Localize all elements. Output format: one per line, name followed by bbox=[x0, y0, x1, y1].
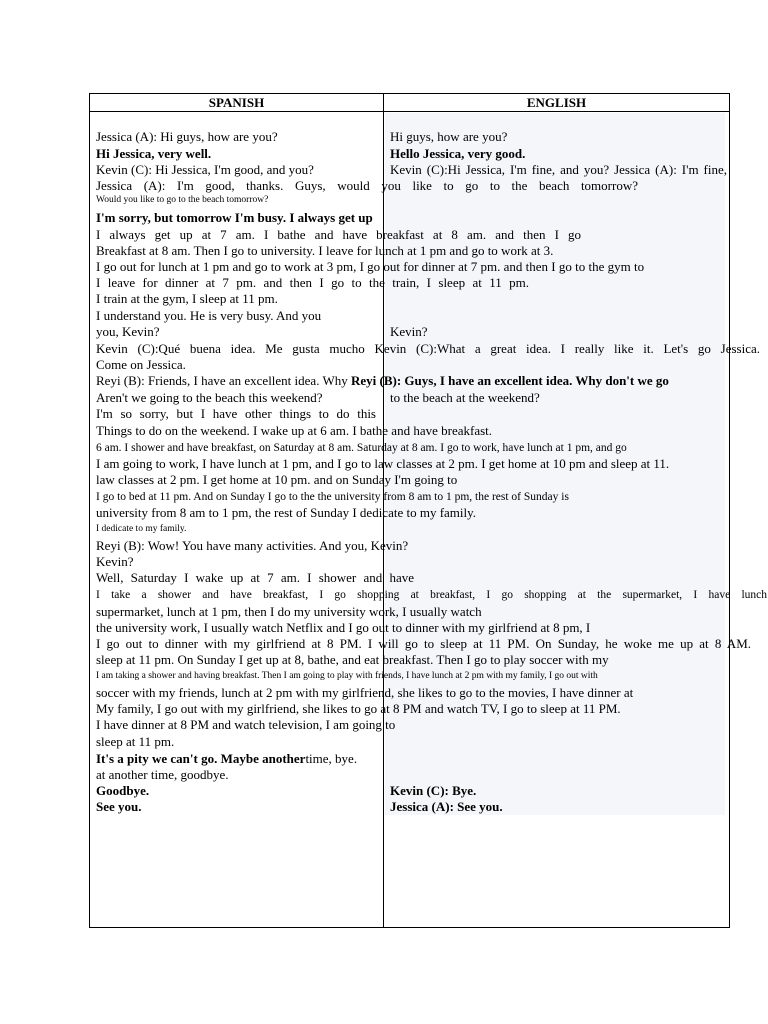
text-line: Hi guys, how are you? bbox=[390, 129, 508, 144]
text-line: supermarket, lunch at 1 pm, then I do my university work, I usually watch bbox=[96, 604, 482, 619]
spanish-column-header: SPANISH bbox=[208, 95, 265, 110]
text-line: Would you like to go to the beach tomorrow? bbox=[96, 195, 269, 205]
text-line: Aren't we going to the beach this weekend? bbox=[96, 390, 323, 405]
text-line: Kevin (C): Bye. bbox=[390, 783, 477, 798]
text-line: I always get up at 7 am. I bathe and have breakfast at 8 am. and then I go bbox=[96, 227, 581, 242]
text-line: Goodbye. bbox=[96, 783, 150, 798]
header-divider bbox=[89, 111, 730, 112]
text-line: Kevin (C):Hi Jessica, I'm fine, and you? Jessica (A): I'm fine, bbox=[390, 162, 727, 177]
text-line: Well, Saturday I wake up at 7 am. I shower and have bbox=[96, 570, 414, 585]
text-line: at another time, goodbye. bbox=[96, 767, 229, 782]
text-line: to the beach at the weekend? bbox=[390, 390, 540, 405]
english-column-header: ENGLISH bbox=[526, 95, 587, 110]
text-segment: Reyi (B): Guys, I have an excellent idea. Why don't we go bbox=[351, 373, 669, 388]
text-line: My family, I go out with my girlfriend, she likes to go at 8 PM and watch TV, I go to sleep at 11 PM. bbox=[96, 701, 621, 716]
text-line: I am taking a shower and having breakfast. Then I am going to play with friends, I have lunch at 2 pm with my family, I go out with bbox=[96, 671, 598, 681]
text-line: I leave for dinner at 7 pm. and then I go to the train, I sleep at 11 pm. bbox=[96, 275, 529, 290]
text-line: I'm so sorry, but I have other things to do this bbox=[96, 406, 376, 421]
text-line: I understand you. He is very busy. And you bbox=[96, 308, 322, 323]
text-line: I'm sorry, but tomorrow I'm busy. I always get up bbox=[96, 210, 373, 225]
text-line: Kevin? bbox=[96, 554, 134, 569]
text-line: the university work, I usually watch Netflix and I go out to dinner with my girlfriend at 8 pm, I bbox=[96, 620, 591, 635]
text-line: Things to do on the weekend. I wake up at 6 am. I bathe and have breakfast. bbox=[96, 423, 493, 438]
text-line: Reyi (B): Wow! You have many activities. And you, Kevin? bbox=[96, 538, 409, 553]
text-line: university from 8 am to 1 pm, the rest of Sunday I dedicate to my family. bbox=[96, 505, 477, 520]
text-line: I dedicate to my family. bbox=[96, 524, 187, 534]
text-line bbox=[96, 373, 669, 389]
text-segment: It's a pity we can't go. Maybe another bbox=[96, 751, 306, 766]
text-line: I go to bed at 11 pm. And on Sunday I go to the the university from 8 am to 1 pm, the rest of Sunday is bbox=[96, 491, 569, 503]
text-line: Jessica (A): I'm good, thanks. Guys, would you like to go to the beach tomorrow? bbox=[96, 178, 638, 193]
text-segment: Reyi (B): Friends, I have an excellent idea. Why bbox=[96, 373, 351, 388]
text-line: I am going to work, I have lunch at 1 pm, and I go to law classes at 2 pm. I get home at 10 pm and sleep at 11. bbox=[96, 456, 670, 471]
text-line: Breakfast at 8 am. Then I go to university. I leave for lunch at 1 pm and go to work at 3. bbox=[96, 243, 554, 258]
text-line: Jessica (A): See you. bbox=[390, 799, 503, 814]
text-line: 6 am. I shower and have breakfast, on Saturday at 8 am. Saturday at 8 am. I go to work, have lunch at 1 pm, and go bbox=[96, 442, 627, 454]
text-line: I take a shower and have breakfast, I go shopping at breakfast, I go shopping at the supermarket, I have lunch bbox=[96, 589, 767, 601]
text-line: law classes at 2 pm. I get home at 10 pm. and on Sunday I'm going to bbox=[96, 472, 458, 487]
text-segment: time, bye. bbox=[305, 751, 358, 766]
text-line: sleep at 11 pm. bbox=[96, 734, 175, 749]
text-line: I go out to dinner with my girlfriend at 8 PM. I will go to sleep at 11 PM. On Sunday, he woke me up at 8 AM. bbox=[96, 636, 751, 651]
text-line: Hi Jessica, very well. bbox=[96, 146, 212, 161]
text-line: Jessica (A): Hi guys, how are you? bbox=[96, 129, 278, 144]
text-line: Kevin (C):Qué buena idea. Me gusta mucho Kevin (C):What a great idea. I really like it. Let's go Jessica. bbox=[96, 341, 760, 356]
text-line: I have dinner at 8 PM and watch television, I am going to bbox=[96, 717, 396, 732]
text-line bbox=[96, 751, 357, 767]
text-line: soccer with my friends, lunch at 2 pm with my girlfriend, she likes to go to the movies, I have dinner at bbox=[96, 685, 634, 700]
text-line: Come on Jessica. bbox=[96, 357, 186, 372]
text-line: I train at the gym, I sleep at 11 pm. bbox=[96, 291, 278, 306]
text-line: Hello Jessica, very good. bbox=[390, 146, 526, 161]
text-line: I go out for lunch at 1 pm and go to work at 3 pm, I go out for dinner at 7 pm. and then I go to the gym to bbox=[96, 259, 645, 274]
text-line: sleep at 11 pm. On Sunday I get up at 8, bathe, and eat breakfast. Then I go to play soccer with my bbox=[96, 652, 609, 667]
text-line: Kevin (C): Hi Jessica, I'm good, and you? bbox=[96, 162, 314, 177]
text-line: See you. bbox=[96, 799, 142, 814]
text-line: you, Kevin? bbox=[96, 324, 160, 339]
text-line: Kevin? bbox=[390, 324, 428, 339]
